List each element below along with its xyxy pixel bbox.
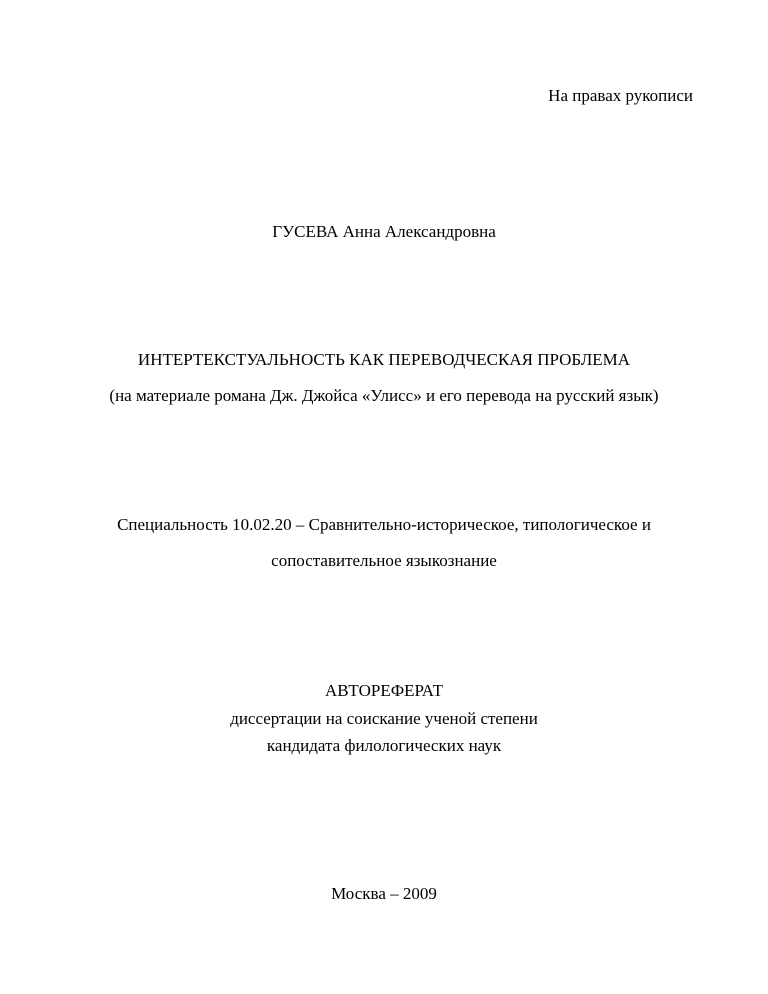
abstract-heading: АВТОРЕФЕРАТ xyxy=(325,681,443,700)
dissertation-title: ИНТЕРТЕКСТУАЛЬНОСТЬ КАК ПЕРЕВОДЧЕСКАЯ ПРОБЛЕМА xyxy=(137,350,631,369)
abstract-line-2: кандидата филологических наук xyxy=(266,736,502,755)
manuscript-note: На правах рукописи xyxy=(548,86,693,105)
specialty-line-1: Специальность 10.02.20 – Сравнительно-историческое, типологическое и xyxy=(117,515,651,534)
abstract-line-1: диссертации на соискание ученой степени xyxy=(230,709,538,728)
author-name: ГУСЕВА Анна Александровна xyxy=(272,222,496,241)
dissertation-subtitle: (на материале романа Дж. Джойса «Улисс» и его перевода на русский язык) xyxy=(109,386,659,405)
specialty-line-2: сопоставительное языкознание xyxy=(271,551,497,570)
place-year: Москва – 2009 xyxy=(331,884,437,903)
